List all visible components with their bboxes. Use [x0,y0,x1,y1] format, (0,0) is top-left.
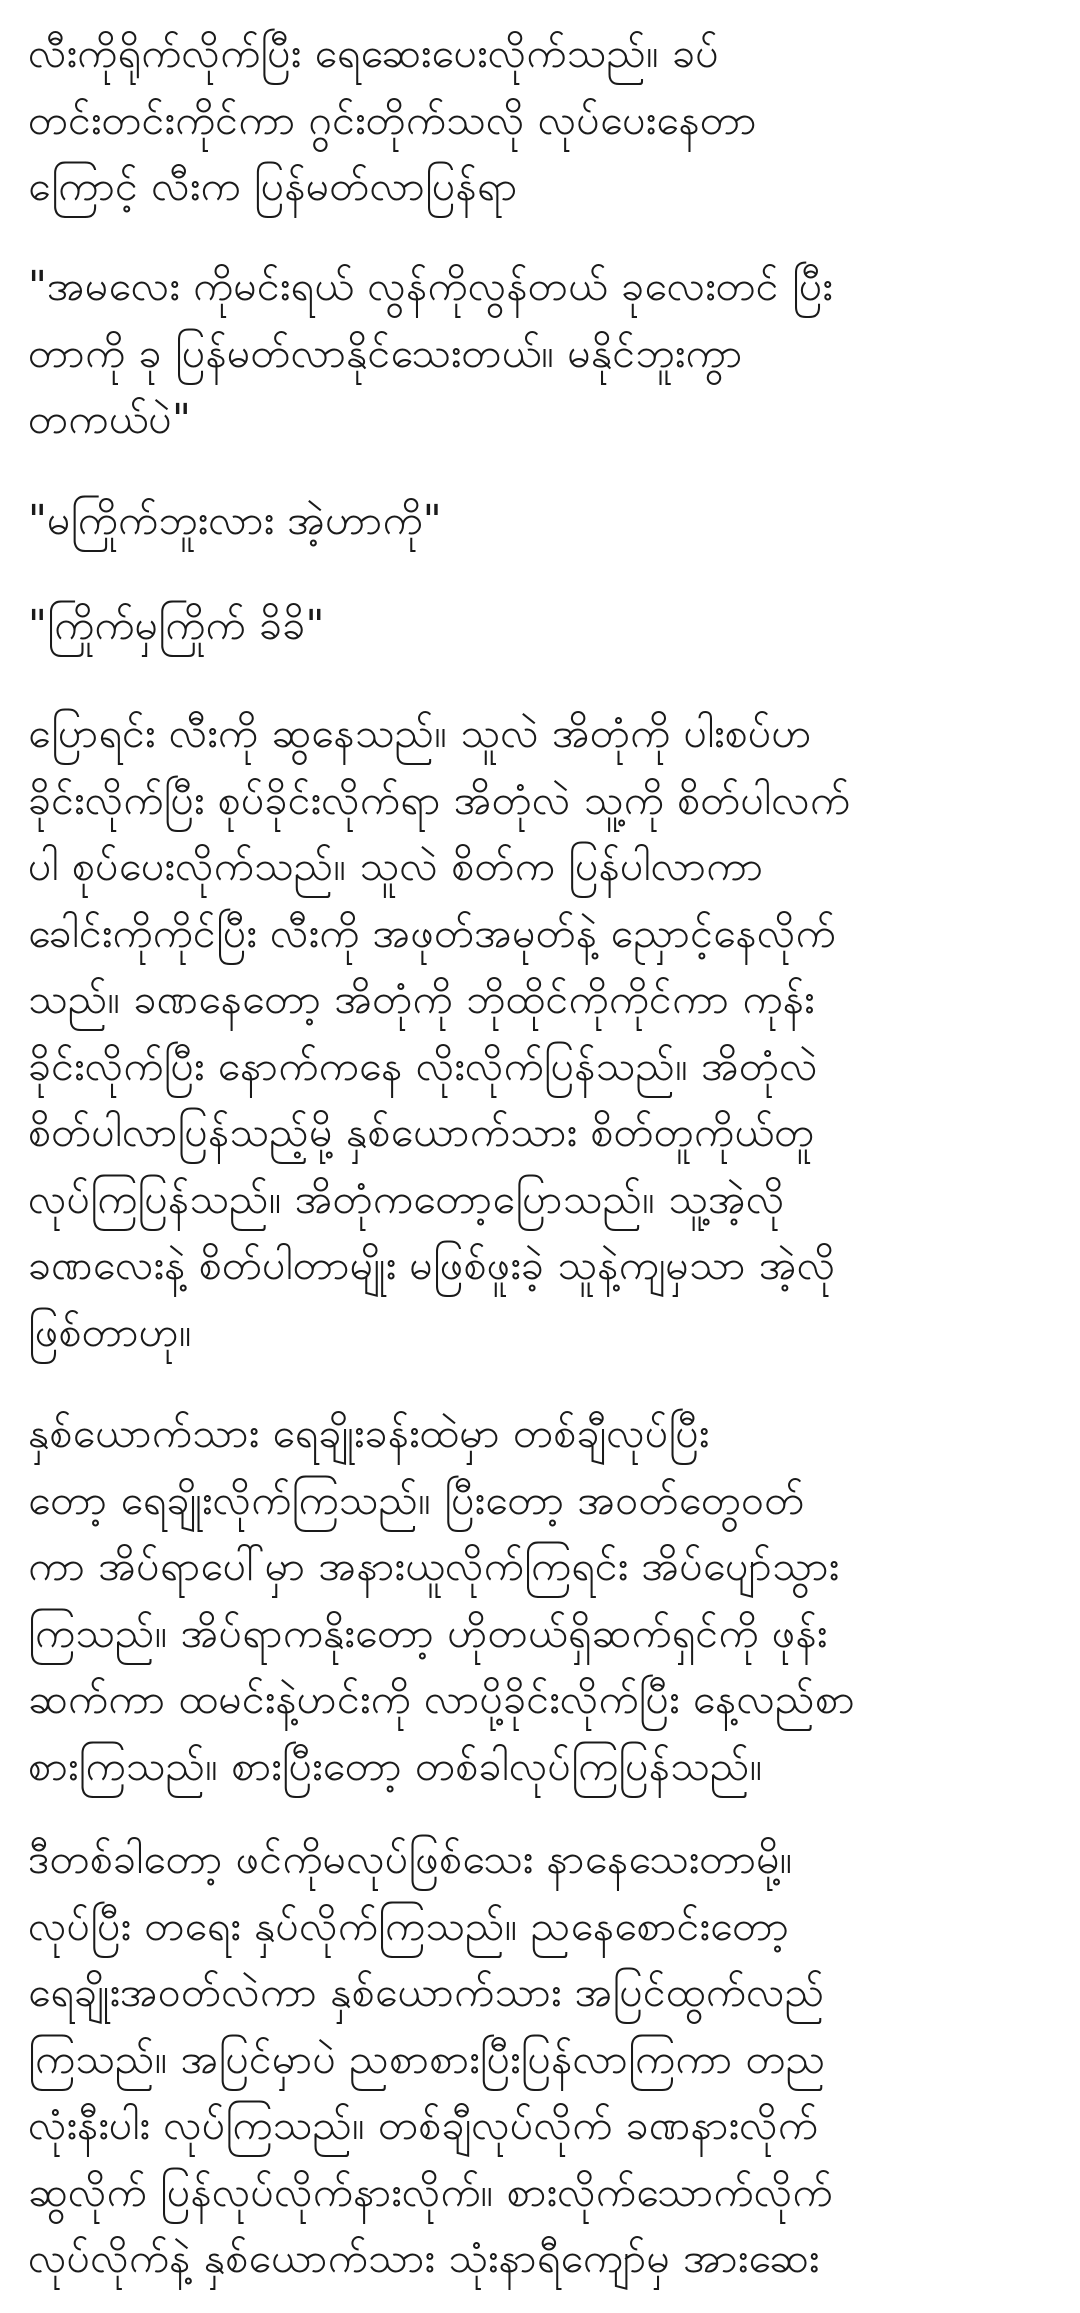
text-line: လုပ်ပြီး တရေး နှပ်လိုက်ကြသည်။ ညနေစောင်းတော့ [28,1901,790,1950]
text-line: ဆွလိုက် ပြန်လုပ်လိုက်နားလိုက်။ စားလိုက်သောက်လိုက် [28,2167,833,2216]
text-line: ကာ အိပ်ရာပေါ်မှာ အနားယူလိုက်ကြရင်း အိပ်ပျော်သွား [28,1542,840,1590]
text-line: တာကို ခု ပြန်မတ်လာနိုင်သေးတယ်။ မနိုင်ဘူးကွာ [28,328,743,377]
text-line: တကယ်ပဲ" [28,395,192,443]
text-line: သည်။ ခဏနေတော့ အိတုံကို ဘိုထိုင်ကိုကိုင်ကာ ကုန်း [28,975,815,1023]
text-line: "ကြိုက်မှကြိုက် ခိခိ" [28,601,325,649]
article-body [28,0,1060,2313]
text-line: ခေါင်းကိုကိုင်ပြီး လီးကို အဖုတ်အမုတ်နဲ့ ညှောင့်နေလိုက် [28,908,836,957]
text-line: ဖြစ်တာဟု။ [28,1307,192,1356]
text-line: ကြောင့် လီးက ပြန်မတ်လာပြန်ရာ [28,162,518,210]
text-line: လုပ်လိုက်နဲ့ နှစ်ယောက်သား သုံးနာရီကျော်မှ အားဆေး [28,2234,820,2282]
paragraph-5 [28,700,850,1365]
paragraph-2 [28,253,833,453]
text-line: "အမလေး ကိုမင်းရယ် လွန်ကိုလွန်တယ် ခုလေးတင် ပြီး [28,262,833,310]
text-line: လုံးနီးပါး လုပ်ကြသည်။ တစ်ချီလုပ်လိုက် ခဏနားလိုက် [28,2101,819,2149]
text-line: နှစ်ယောက်သား ရေချိုးခန်းထဲမှာ တစ်ချီလုပ်ပြီး [28,1409,710,1457]
paragraph-6 [28,1400,855,1799]
text-line: ရေချိုးအဝတ်လဲကာ နှစ်ယောက်သား အပြင်ထွက်လည် [28,1968,825,2016]
text-line: စားကြသည်။ စားပြီးတော့ တစ်ခါလုပ်ကြပြန်သည်။ [28,1741,763,1790]
text-line: ခိုင်းလိုက်ပြီး နောက်ကနေ လိုးလိုက်ပြန်သည်။ အိတုံလဲ [28,1041,818,1090]
text-line: ကြသည်။ အပြင်မှာပဲ ညစာစားပြီးပြန်လာကြကာ တည [28,2034,826,2083]
text-line: ပြောရင်း လီးကို ဆွနေသည်။ သူလဲ အိတုံကို ပါးစပ်ဟ [28,709,812,757]
text-line: ကြသည်။ အိပ်ရာကနိုးတော့ ဟိုတယ်ရှိဆက်ရှင်ကို ဖုန်း [28,1608,828,1657]
paragraph-4 [28,592,325,659]
text-line: ခဏလေးနဲ့ စိတ်ပါတာမျိုး မဖြစ်ဖူးခဲ့ သူနဲ့ကျမှသာ အဲ့လို [28,1241,836,1289]
text-line: တော့ ရေချိုးလိုက်ကြသည်။ ပြီးတော့ အဝတ်တွေဝတ် [28,1475,805,1524]
text-line: လုပ်ကြပြန်သည်။ အိတုံကတော့ပြောသည်။ သူ့အဲ့လို [28,1174,785,1223]
text-line: စိတ်ပါလာပြန်သည့်မို့ နှစ်ယောက်သား စိတ်တူကိုယ်တူ [28,1108,815,1156]
text-line: လီးကိုရိုက်လိုက်ပြီး ရေဆေးပေးလိုက်သည်။ ခပ် [28,29,719,77]
paragraph-7 [28,1826,833,2292]
text-line: ပါ စုပ်ပေးလိုက်သည်။ သူလဲ စိတ်က ပြန်ပါလာကာ [28,842,764,890]
text-line: ခိုင်းလိုက်ပြီး စုပ်ခိုင်းလိုက်ရာ အိတုံလဲ သူ့ကို စိတ်ပါလက် [28,775,851,824]
text-line: "မကြိုက်ဘူးလား အဲ့ဟာကို" [28,496,442,544]
text-line: ဒီတစ်ခါတော့ ဖင်ကိုမလုပ်ဖြစ်သေး နာနေသေးတာမို့။ [28,1835,793,1883]
paragraph-3 [28,487,442,554]
paragraph-1 [28,20,757,220]
text-line: ဆက်ကာ ထမင်းနဲ့ဟင်းကို လာပို့ခိုင်းလိုက်ပြီး နေ့လည်စာ [28,1675,856,1723]
text-line: တင်းတင်းကိုင်ကာ ဂွင်းတိုက်သလို လုပ်ပေးနေတာ [28,95,757,144]
